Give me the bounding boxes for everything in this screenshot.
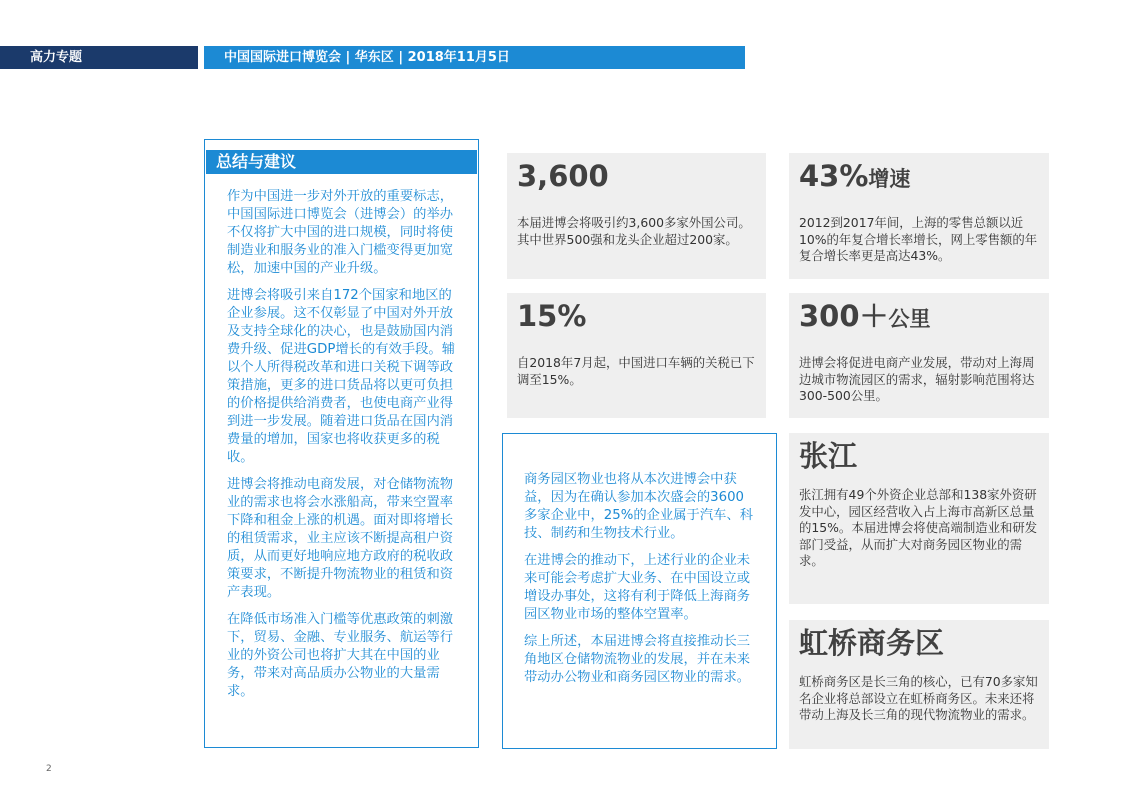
summary-panel (204, 139, 479, 748)
stat-card-hongqiao (789, 620, 1049, 749)
business-park-paragraph: 商务园区物业也将从本次进博会中获益，因为在确认参加本次盛会的3600多家企业中，25%的企业属于汽车、科技、制药和生物技术行业。 (524, 472, 754, 541)
summary-body (227, 188, 457, 710)
page-number: 2 (46, 764, 52, 774)
stat-card-exhibitors (507, 153, 766, 279)
stat-headline: 300＋公里 (799, 299, 931, 333)
business-park-paragraph: 在进博会的推动下，上述行业的企业未来可能会考虑扩大业务、在中国设立或增设办事处，这将有利于降低上海商务园区物业市场的整体空置率。 (524, 553, 751, 622)
stat-card-growth (789, 153, 1049, 279)
stat-description: 本届进博会将吸引约3,600多家外国公司。其中世界500强和龙头企业超过200家。 (517, 215, 751, 247)
stat-headline: 43%增速 (799, 159, 911, 193)
stat-card-tariff (507, 293, 766, 418)
topic-header: 中国国际进口博览会 | 华东区 | 2018年11月5日 (204, 46, 745, 69)
summary-paragraph: 进博会将推动电商发展，对仓储物流物业的需求也将会水涨船高，带来空置率下降和租金上涨的机遇。面对即将增长的租赁需求，业主应该不断提高租户资质，从而更好地响应地方政府的税收政策要求，不断提升物流物业的租赁和资产表现。 (227, 477, 454, 600)
summary-paragraph: 作为中国进一步对外开放的重要标志，中国国际进口博览会（进博会）的举办不仅将扩大中国的进口规模，同时将使制造业和服务业的准入门槛变得更加宽松，加速中国的产业升级。 (227, 189, 454, 276)
stat-headline: 3,600 (517, 159, 609, 193)
stat-headline: 张江 (799, 439, 858, 473)
summary-paragraph: 在降低市场准入门槛等优惠政策的刺激下，贸易、金融、专业服务、航运等行业的外资公司也将扩大其在中国的业务，带来对高品质办公物业的大量需求。 (227, 612, 454, 699)
stat-description: 自2018年7月起，中国进口车辆的关税已下调至15%。 (517, 355, 755, 387)
business-park-body (524, 471, 756, 696)
summary-title: 总结与建议 (206, 150, 477, 174)
stat-description: 张江拥有49个外资企业总部和138家外资研发中心，园区经营收入占上海市高新区总量的15%。本届进博会将使高端制造业和研发部门受益，从而扩大对商务园区物业的需求。 (799, 487, 1038, 568)
stat-description: 进博会将促进电商产业发展，带动对上海周边城市物流园区的需求，辐射影响范围将达300-500公里。 (799, 355, 1035, 403)
business-park-panel (502, 433, 777, 749)
stat-headline: 虹桥商务区 (799, 626, 945, 660)
stat-headline: 15% (517, 299, 587, 333)
stat-description: 2012到2017年间，上海的零售总额以近10%的年复合增长率增长，网上零售额的年复合增长率更是高达43%。 (799, 215, 1038, 263)
summary-paragraph: 进博会将吸引来自172个国家和地区的企业参展。这不仅彰显了中国对外开放及支持全球化的决心，也是鼓励国内消费升级、促进GDP增长的有效手段。辅以个人所得税改革和进口关税下调等政策措施，更多的进口货品将以更可负担的价格提供给消费者，也使电商产业得到进一步发展。随着进口货品在国内消费量的增加，国家也将收获更多的税收。 (227, 288, 456, 465)
stat-card-zhangjiang (789, 433, 1049, 604)
stat-card-radius (789, 293, 1049, 418)
section-header: 高力专题 (0, 46, 198, 69)
stat-description: 虹桥商务区是长三角的核心，已有70多家知名企业将总部设立在虹桥商务区。未来还将带动上海及长三角的现代物流物业的需求。 (799, 674, 1038, 722)
business-park-paragraph: 综上所述，本届进博会将直接推动长三角地区仓储物流物业的发展，并在未来带动办公物业和商务园区物业的需求。 (524, 634, 751, 685)
